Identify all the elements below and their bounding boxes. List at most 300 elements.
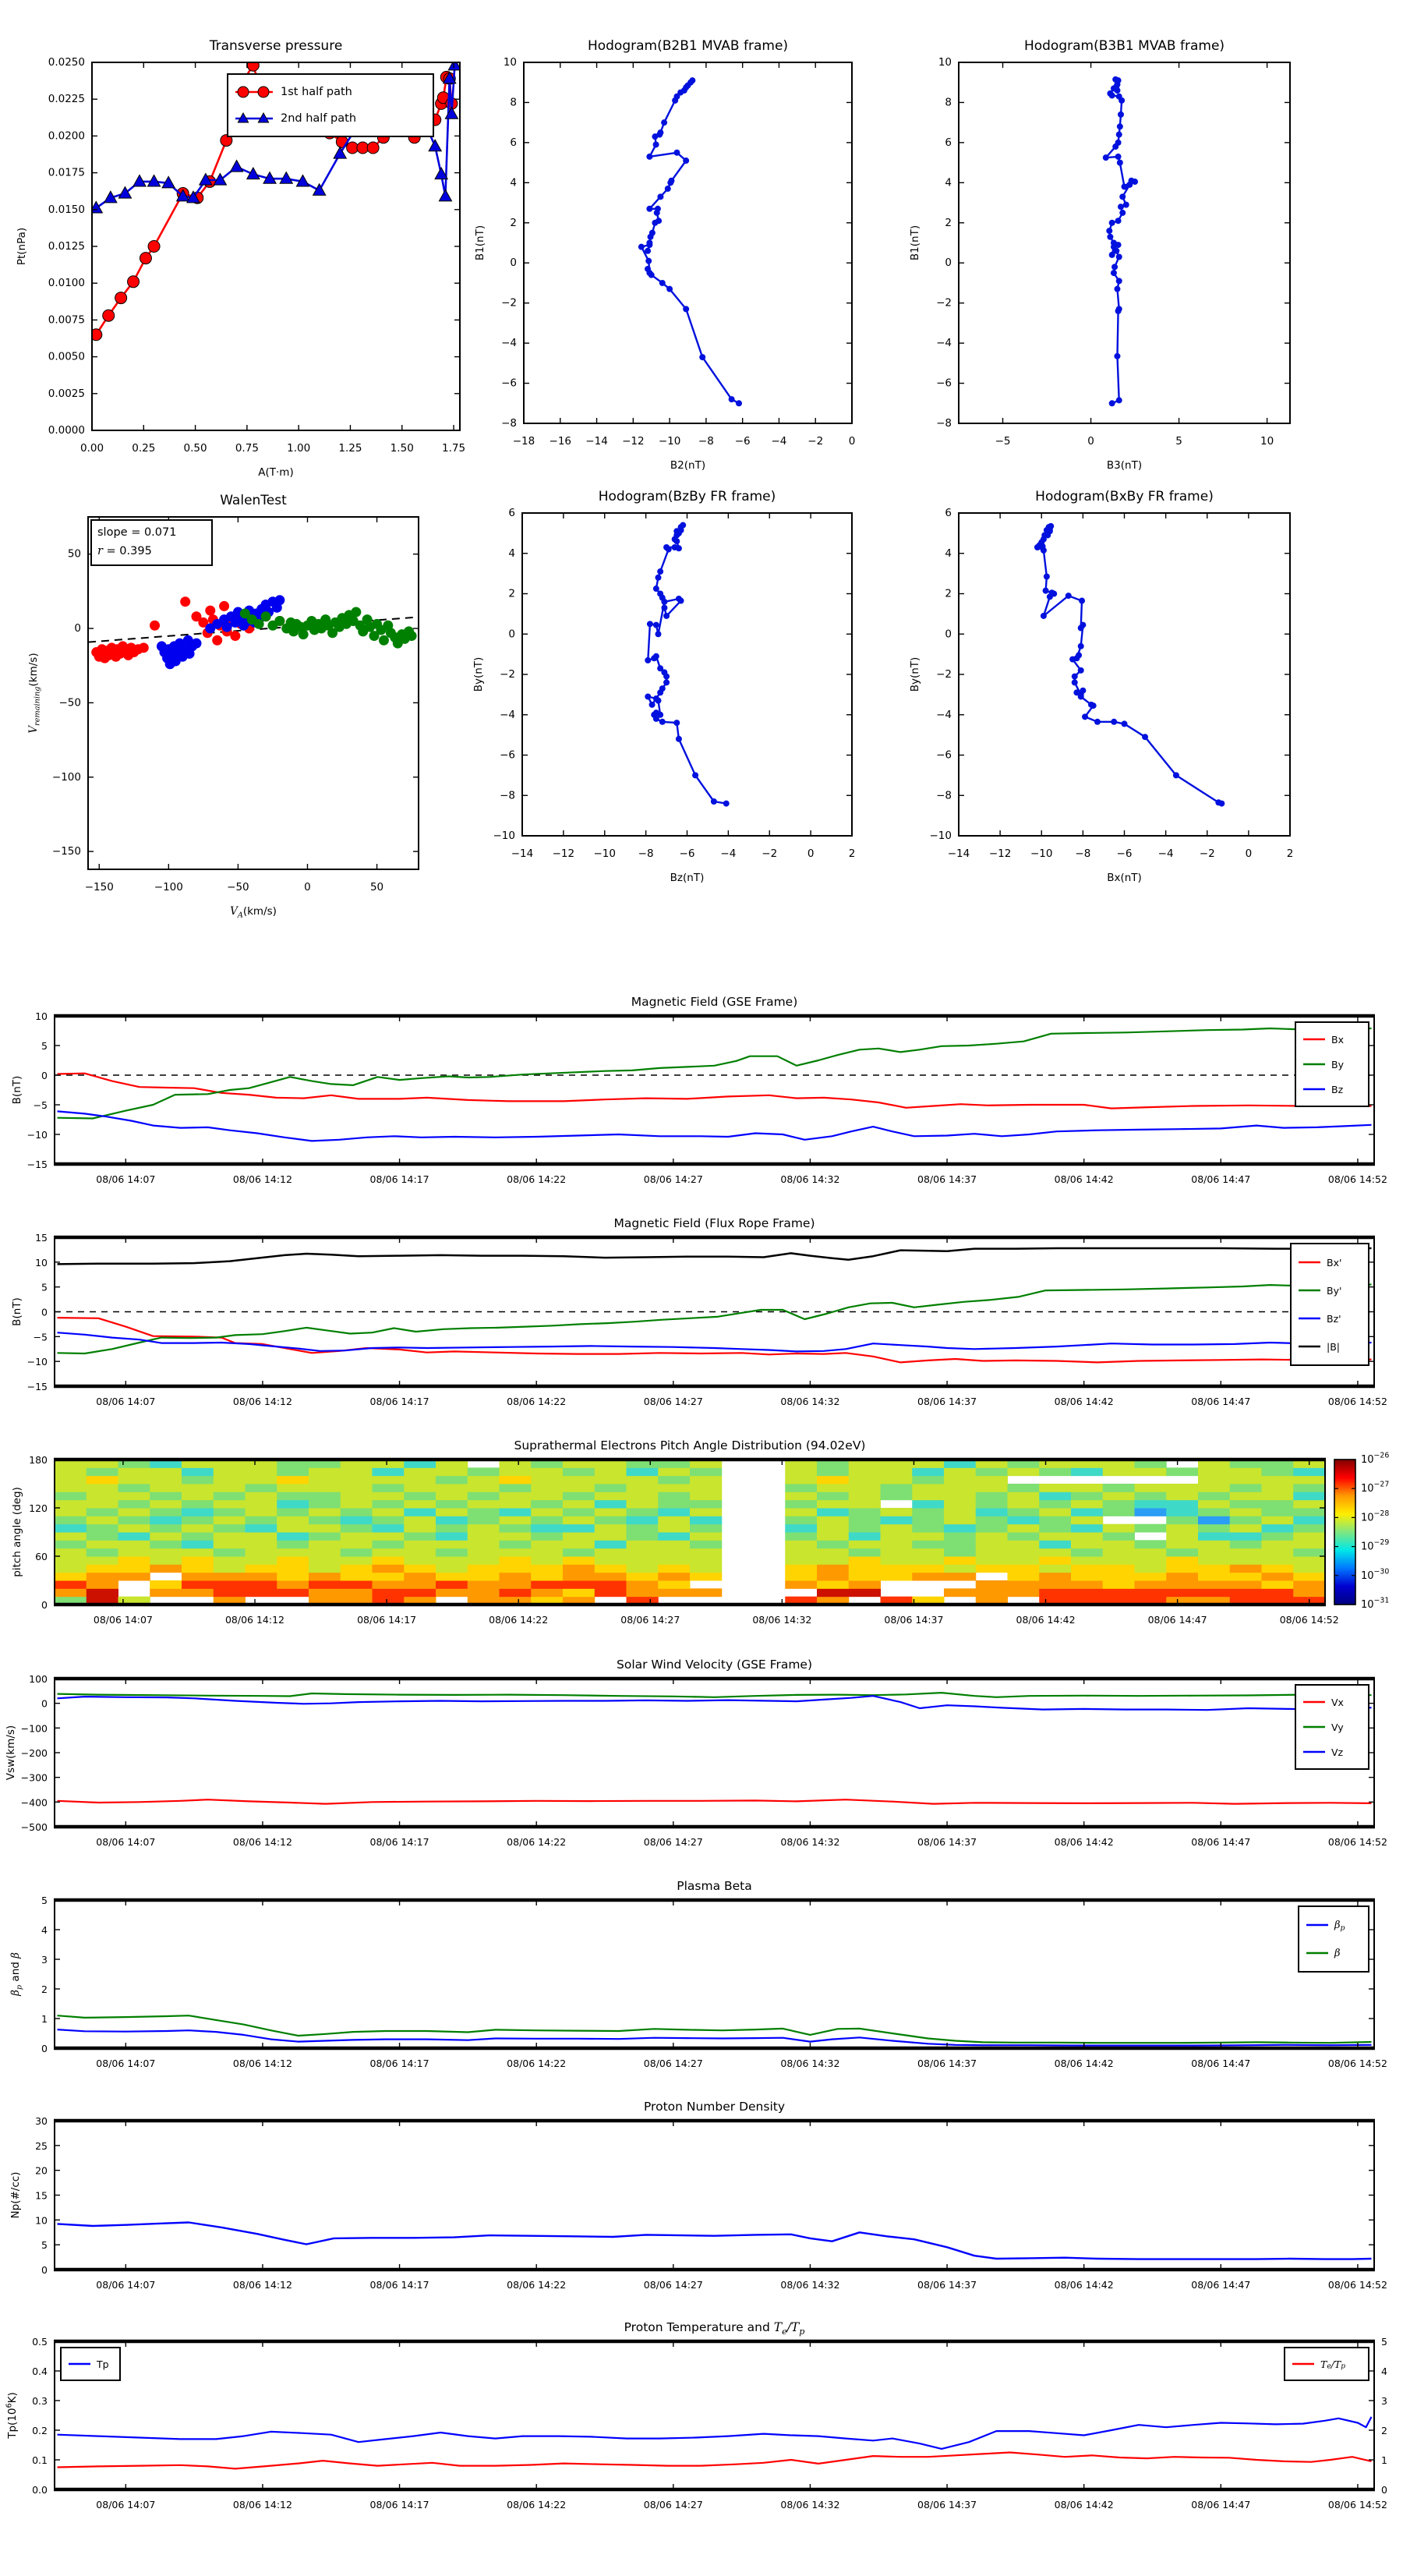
y-tick-label: −8 xyxy=(936,789,952,802)
y-tick-label: −2 xyxy=(936,296,952,310)
y-tick-label: 0.0200 xyxy=(48,129,85,143)
series-Vx xyxy=(58,1799,1372,1803)
x-tick-label: 08/06 14:07 xyxy=(96,1173,156,1185)
x-tick-label: 08/06 14:27 xyxy=(643,1173,703,1185)
y-tick-label: −500 xyxy=(20,1821,48,1833)
x-tick-label: 0.50 xyxy=(183,442,207,455)
legend xyxy=(228,74,433,136)
series-mid xyxy=(240,607,417,649)
y-axis-label: By(nT) xyxy=(472,656,485,692)
y-tick-label: 0.0250 xyxy=(48,56,85,69)
plot-area xyxy=(1034,523,1225,807)
x-tick-label: 08/06 14:32 xyxy=(780,1836,840,1848)
x-tick-label: 0.25 xyxy=(132,442,156,455)
y-tick-label: −4 xyxy=(936,708,952,721)
y-tick-label: 0 xyxy=(41,2042,48,2054)
series-Vy xyxy=(58,1693,1372,1697)
plot-area xyxy=(58,2015,1372,2045)
x-tick-label: 08/06 14:17 xyxy=(369,1396,429,1407)
x-tick-label: −12 xyxy=(622,435,645,448)
legend-label: $\beta_p$ xyxy=(1334,1919,1345,1932)
plot-area xyxy=(58,2417,1372,2469)
y-tick-label: 4 xyxy=(41,1923,48,1936)
y-tick-label: −15 xyxy=(27,1380,48,1392)
x-tick-label: 08/06 14:27 xyxy=(643,2058,703,2069)
x-tick-label: 08/06 14:07 xyxy=(93,1614,153,1626)
plot-area xyxy=(58,2223,1372,2259)
y-tick-label: 120 xyxy=(29,1502,48,1514)
y-tick-label: 0.0075 xyxy=(48,313,85,327)
legend xyxy=(1285,2348,1369,2380)
y-tick-label: 50 xyxy=(67,547,81,561)
x-tick-label: 0 xyxy=(1245,847,1253,860)
panel-hodogram-b2b1 xyxy=(474,38,855,472)
right-tick-label: 0 xyxy=(1381,2483,1387,2496)
y-tick-label: −2 xyxy=(500,668,515,681)
series-By xyxy=(58,1028,1372,1119)
y-axis-label: By(nT) xyxy=(909,656,921,692)
y-tick-label: 2 xyxy=(508,587,515,600)
x-tick-label: 08/06 14:37 xyxy=(917,1396,977,1407)
colorbar-tick-label: $10^{-28}$ xyxy=(1361,1509,1390,1523)
legend-label: Bz' xyxy=(1327,1312,1341,1325)
right-tick-label: 4 xyxy=(1381,2365,1387,2377)
panel-vsw xyxy=(5,1658,1387,1848)
panel-title: Proton Temperature and $T_e/T_p$ xyxy=(624,2320,805,2337)
y-tick-label: 0 xyxy=(945,628,952,641)
y-tick-label: −300 xyxy=(20,1771,48,1784)
y-axis-label: $Tp(10^6K)$ xyxy=(5,2392,19,2439)
x-tick-label: 10 xyxy=(1260,435,1274,448)
x-tick-label: 08/06 14:47 xyxy=(1191,1173,1251,1185)
x-tick-label: 08/06 14:47 xyxy=(1191,2499,1251,2511)
legend-label: Tp xyxy=(97,2358,109,2370)
y-tick-label: 0 xyxy=(508,628,515,641)
x-tick-label: 08/06 14:52 xyxy=(1327,2279,1387,2291)
series-Bx' xyxy=(58,1318,1372,1362)
panel-hodogram-bzby xyxy=(472,489,855,884)
x-tick-label: 08/06 14:32 xyxy=(780,1173,840,1185)
right-tick-label: 2 xyxy=(1381,2424,1387,2436)
y-tick-label: 6 xyxy=(945,136,952,149)
x-tick-label: 08/06 14:12 xyxy=(232,1173,292,1185)
y-tick-label: 0 xyxy=(74,622,81,635)
y-tick-label: −6 xyxy=(936,377,952,390)
y-tick-label: 4 xyxy=(945,176,952,189)
colorbar-tick-label: $10^{-31}$ xyxy=(1361,1596,1390,1611)
y-tick-label: −150 xyxy=(51,845,81,858)
x-tick-label: 08/06 14:22 xyxy=(507,2058,567,2069)
legend-label: Bx' xyxy=(1327,1256,1342,1269)
x-tick-label: 1.25 xyxy=(338,442,362,455)
y-tick-label: −10 xyxy=(929,830,952,842)
plot-area xyxy=(55,1460,1326,1605)
y-tick-label: 0.0 xyxy=(32,2483,48,2496)
y-tick-label: 8 xyxy=(510,96,517,109)
series-Te/Tp xyxy=(58,2453,1372,2469)
x-tick-label: −18 xyxy=(512,435,535,448)
x-tick-label: −8 xyxy=(698,435,714,448)
legend-label: β xyxy=(1334,1947,1341,1959)
x-tick-label: −12 xyxy=(988,847,1012,860)
colorbar xyxy=(1334,1451,1389,1610)
y-tick-label: 0 xyxy=(41,1069,48,1081)
y-axis-label: $\beta_p$ and β xyxy=(9,1952,24,1996)
y-tick-label: −100 xyxy=(51,770,81,784)
x-tick-label: 1.75 xyxy=(442,442,466,455)
y-tick-label: −5 xyxy=(33,1330,48,1343)
y-tick-label: 0.2 xyxy=(32,2424,48,2436)
x-tick-label: 08/06 14:52 xyxy=(1327,1396,1387,1407)
x-tick-label: 08/06 14:17 xyxy=(369,2279,429,2291)
panel-title: Magnetic Field (GSE Frame) xyxy=(631,995,798,1009)
y-tick-label: 8 xyxy=(945,96,952,109)
y-tick-label: 5 xyxy=(41,1894,48,1906)
x-tick-label: 08/06 14:37 xyxy=(917,1173,977,1185)
x-tick-label: −16 xyxy=(549,435,572,448)
plot-area xyxy=(638,77,742,406)
x-tick-label: 08/06 14:07 xyxy=(96,2279,156,2291)
y-tick-label: −6 xyxy=(936,748,952,762)
x-tick-label: 08/06 14:42 xyxy=(1016,1614,1076,1626)
y-tick-label: −6 xyxy=(500,748,515,762)
x-tick-label: −150 xyxy=(84,881,114,893)
x-tick-label: 2 xyxy=(848,847,856,860)
y-tick-label: 0 xyxy=(41,1697,48,1710)
x-tick-label: 08/06 14:27 xyxy=(643,1396,703,1407)
right-tick-label: 5 xyxy=(1381,2335,1387,2348)
legend xyxy=(61,2348,120,2380)
y-tick-label: 1 xyxy=(41,2012,48,2025)
x-tick-label: 08/06 14:47 xyxy=(1191,1836,1251,1848)
panel-pitch-angle xyxy=(11,1438,1389,1626)
y-tick-label: −4 xyxy=(936,337,952,350)
legend-label: Bz xyxy=(1331,1083,1344,1095)
y-tick-label: 6 xyxy=(508,507,515,519)
x-tick-label: 08/06 14:22 xyxy=(507,2499,567,2511)
y-tick-label: −400 xyxy=(20,1796,48,1808)
y-tick-label: 6 xyxy=(945,507,952,519)
y-tick-label: −15 xyxy=(27,1158,48,1170)
panel-title: WalenTest xyxy=(220,493,287,508)
x-tick-label: 08/06 14:32 xyxy=(780,1396,840,1407)
panel-title: Hodogram(B2B1 MVAB frame) xyxy=(587,38,789,54)
x-tick-label: −10 xyxy=(593,847,616,860)
x-tick-label: 08/06 14:32 xyxy=(780,2499,840,2511)
x-tick-label: 08/06 14:22 xyxy=(507,1173,567,1185)
x-tick-label: −2 xyxy=(1199,847,1215,860)
x-tick-label: −5 xyxy=(995,435,1011,448)
x-tick-label: 08/06 14:17 xyxy=(369,1173,429,1185)
x-tick-label: 0 xyxy=(807,847,815,860)
x-tick-label: 0 xyxy=(304,881,311,893)
x-tick-label: 08/06 14:17 xyxy=(369,2499,429,2511)
legend-label: 2nd half path xyxy=(281,112,357,125)
legend-label: |B| xyxy=(1327,1340,1340,1353)
plot-area xyxy=(88,595,419,669)
y-tick-label: 0.3 xyxy=(32,2394,48,2407)
x-tick-label: 08/06 14:42 xyxy=(1054,1173,1114,1185)
x-tick-label: 08/06 14:22 xyxy=(507,1396,567,1407)
x-tick-label: −4 xyxy=(720,847,737,860)
y-tick-label: 0.0000 xyxy=(48,424,85,437)
panel-mag-fr xyxy=(11,1216,1387,1407)
panel-walen-test xyxy=(27,493,419,920)
panel-title: Plasma Beta xyxy=(677,1879,752,1893)
panel-tp xyxy=(5,2320,1403,2511)
x-tick-label: 08/06 14:22 xyxy=(489,1614,549,1626)
legend-label: Vx xyxy=(1331,1696,1344,1708)
y-tick-label: −10 xyxy=(27,1128,48,1141)
x-tick-label: 08/06 14:42 xyxy=(1054,1836,1114,1848)
y-tick-label: 0.0100 xyxy=(48,277,85,290)
x-tick-label: 08/06 14:17 xyxy=(357,1614,417,1626)
y-axis-label: B(nT) xyxy=(11,1075,23,1105)
y-tick-label: 2 xyxy=(510,216,517,229)
series-Tp xyxy=(58,2417,1372,2449)
panel-beta xyxy=(9,1879,1387,2069)
x-tick-label: 08/06 14:17 xyxy=(369,1836,429,1848)
panel-mag-gse xyxy=(11,995,1387,1185)
y-tick-label: 4 xyxy=(945,547,952,560)
y-axis-label: Vsw(km/s) xyxy=(5,1725,17,1781)
y-axis-label: B1(nT) xyxy=(909,225,921,261)
series-hodogram xyxy=(638,77,742,406)
y-tick-label: 10 xyxy=(35,2213,48,2226)
x-tick-label: 08/06 14:27 xyxy=(643,2499,703,2511)
y-tick-label: −4 xyxy=(501,337,517,350)
x-tick-label: 1.00 xyxy=(287,442,311,455)
x-tick-label: 50 xyxy=(369,881,384,893)
y-tick-label: 4 xyxy=(508,547,515,560)
x-tick-label: 08/06 14:42 xyxy=(1054,2499,1114,2511)
x-tick-label: −2 xyxy=(762,847,778,860)
y-tick-label: 5 xyxy=(41,1039,48,1052)
x-tick-label: −6 xyxy=(679,847,695,860)
x-tick-label: −2 xyxy=(808,435,824,448)
legend xyxy=(1299,1906,1369,1972)
x-tick-label: −14 xyxy=(585,435,608,448)
colorbar-tick-label: $10^{-29}$ xyxy=(1361,1537,1390,1553)
y-tick-label: −5 xyxy=(33,1099,48,1111)
plot-area xyxy=(58,1693,1372,1804)
y-tick-label: 0.0050 xyxy=(48,350,85,363)
y-tick-label: 25 xyxy=(35,2139,48,2152)
x-tick-label: −12 xyxy=(552,847,575,860)
y-tick-label: 2 xyxy=(945,216,952,229)
x-tick-label: 08/06 14:12 xyxy=(232,1836,292,1848)
colorbar-tick-label: $10^{-30}$ xyxy=(1361,1566,1390,1582)
y-axis-label: Pt(nPa) xyxy=(16,227,28,266)
x-tick-label: 08/06 14:52 xyxy=(1327,1173,1387,1185)
y-axis-label: Np(#/cc) xyxy=(9,2171,22,2219)
plot-area xyxy=(1103,76,1138,406)
y-tick-label: 0.0150 xyxy=(48,203,85,216)
y-tick-label: −200 xyxy=(20,1746,48,1759)
x-tick-label: 08/06 14:22 xyxy=(507,2279,567,2291)
y-tick-label: 4 xyxy=(510,176,517,189)
plot-area xyxy=(55,1248,1374,1362)
series-Bx xyxy=(58,1074,1372,1109)
x-tick-label: 08/06 14:42 xyxy=(1054,1396,1114,1407)
x-tick-label: 08/06 14:07 xyxy=(96,2499,156,2511)
x-axis-label: $V_A(km/s)$ xyxy=(230,905,277,920)
x-tick-label: 08/06 14:12 xyxy=(232,1396,292,1407)
y-tick-label: 180 xyxy=(29,1453,48,1466)
x-tick-label: −4 xyxy=(771,435,787,448)
y-tick-label: 3 xyxy=(41,1953,48,1966)
y-tick-label: −2 xyxy=(936,668,952,681)
x-tick-label: −6 xyxy=(1116,847,1133,860)
y-tick-label: 0 xyxy=(41,2263,48,2276)
x-tick-label: 08/06 14:27 xyxy=(643,1836,703,1848)
legend-label: Vz xyxy=(1331,1746,1344,1758)
y-tick-label: −8 xyxy=(501,417,517,430)
x-tick-label: 08/06 14:12 xyxy=(232,2279,292,2291)
annotation-line: slope = 0.071 xyxy=(97,526,177,539)
x-tick-label: 08/06 14:22 xyxy=(507,1836,567,1848)
y-tick-label: 10 xyxy=(35,1010,48,1022)
y-axis-label: pitch angle (deg) xyxy=(11,1487,23,1577)
x-tick-label: 08/06 14:12 xyxy=(232,2499,292,2511)
panel-title: Suprathermal Electrons Pitch Angle Distribution (94.02eV) xyxy=(514,1438,866,1453)
panel-transverse-pressure xyxy=(16,38,465,479)
y-tick-label: −8 xyxy=(500,789,515,802)
y-tick-label: 10 xyxy=(35,1256,48,1269)
x-tick-label: 08/06 14:17 xyxy=(369,2058,429,2069)
x-tick-label: 08/06 14:37 xyxy=(917,2499,977,2511)
x-tick-label: 08/06 14:37 xyxy=(917,2058,977,2069)
y-tick-label: 60 xyxy=(35,1550,48,1562)
x-tick-label: 08/06 14:07 xyxy=(96,1396,156,1407)
x-tick-label: 08/06 14:32 xyxy=(752,1614,812,1626)
panel-title: Magnetic Field (Flux Rope Frame) xyxy=(613,1216,815,1230)
x-tick-label: 08/06 14:07 xyxy=(96,2058,156,2069)
y-axis-label: $V_{remaining}(km/s)$ xyxy=(27,653,42,734)
series-Bz' xyxy=(58,1332,1372,1351)
x-tick-label: 08/06 14:42 xyxy=(1054,2058,1114,2069)
series-Bz xyxy=(58,1111,1372,1141)
x-tick-label: 08/06 14:27 xyxy=(620,1614,680,1626)
y-tick-label: 0 xyxy=(945,257,952,270)
x-tick-label: 08/06 14:07 xyxy=(96,1836,156,1848)
x-tick-label: −50 xyxy=(227,881,249,893)
y-tick-label: 0.1 xyxy=(32,2454,48,2466)
x-tick-label: 08/06 14:32 xyxy=(780,2279,840,2291)
x-axis-label: B2(nT) xyxy=(670,459,706,472)
y-tick-label: −6 xyxy=(501,377,517,390)
y-tick-label: 100 xyxy=(29,1672,48,1685)
panel-title: Transverse pressure xyxy=(209,38,343,54)
series-hodogram xyxy=(1034,523,1225,807)
x-tick-label: 08/06 14:42 xyxy=(1054,2279,1114,2291)
x-tick-label: 08/06 14:52 xyxy=(1327,2058,1387,2069)
x-tick-label: 08/06 14:52 xyxy=(1279,1614,1339,1626)
y-tick-label: 0.5 xyxy=(32,2335,48,2348)
legend-label: By' xyxy=(1327,1284,1342,1297)
y-tick-label: −10 xyxy=(27,1355,48,1368)
x-tick-label: 1.50 xyxy=(390,442,414,455)
legend xyxy=(1291,1244,1369,1365)
x-tick-label: 0.75 xyxy=(235,442,259,455)
right-tick-label: 3 xyxy=(1381,2394,1387,2407)
y-tick-label: 0 xyxy=(41,1598,48,1611)
y-tick-label: 20 xyxy=(35,2164,48,2177)
y-tick-label: 0.4 xyxy=(32,2365,48,2377)
panel-hodogram-b3b1 xyxy=(909,38,1290,472)
legend-label: By xyxy=(1331,1058,1344,1070)
y-tick-label: 2 xyxy=(945,587,952,600)
panel-hodogram-bxby xyxy=(909,489,1293,884)
legend-label: Bx xyxy=(1331,1033,1344,1046)
x-tick-label: 08/06 14:37 xyxy=(884,1614,944,1626)
y-tick-label: −10 xyxy=(493,830,515,842)
y-tick-label: 5 xyxy=(41,1281,48,1293)
x-tick-label: 08/06 14:47 xyxy=(1147,1614,1207,1626)
x-tick-label: 08/06 14:37 xyxy=(917,1836,977,1848)
annotation-line: r = 0.395 xyxy=(97,545,152,557)
y-axis-label: B(nT) xyxy=(11,1297,23,1326)
plot-area xyxy=(645,522,729,807)
panel-title: Hodogram(BxBy FR frame) xyxy=(1035,489,1214,504)
x-tick-label: 0 xyxy=(1087,435,1094,448)
x-axis-label: B3(nT) xyxy=(1106,459,1143,472)
x-axis-label: A(T·m) xyxy=(258,466,294,479)
y-tick-label: 15 xyxy=(35,2189,48,2201)
x-tick-label: −10 xyxy=(658,435,681,448)
x-tick-label: 08/06 14:12 xyxy=(224,1614,285,1626)
x-tick-label: −14 xyxy=(947,847,970,860)
colorbar-tick-label: $10^{-26}$ xyxy=(1361,1451,1390,1466)
x-tick-label: 08/06 14:32 xyxy=(780,2058,840,2069)
x-tick-label: −4 xyxy=(1157,847,1174,860)
panel-title: Solar Wind Velocity (GSE Frame) xyxy=(617,1658,812,1672)
y-tick-label: 0.0125 xyxy=(48,240,85,253)
y-tick-label: 0.0225 xyxy=(48,93,85,106)
panel-title: Hodogram(B3B1 MVAB frame) xyxy=(1023,38,1225,54)
series-hodogram xyxy=(645,522,729,807)
y-tick-label: 0 xyxy=(41,1306,48,1318)
y-tick-label: 10 xyxy=(938,56,952,69)
x-tick-label: −8 xyxy=(638,847,654,860)
x-tick-label: 0 xyxy=(848,435,856,448)
y-tick-label: −50 xyxy=(58,696,81,709)
x-axis-label: Bz(nT) xyxy=(670,872,705,884)
x-tick-label: 08/06 14:12 xyxy=(232,2058,292,2069)
x-tick-label: 2 xyxy=(1286,847,1294,860)
series-Np xyxy=(58,2223,1372,2259)
plot-area xyxy=(55,1028,1374,1141)
legend-label: Vy xyxy=(1331,1721,1344,1733)
panel-np xyxy=(9,2100,1387,2291)
legend xyxy=(1295,1685,1369,1769)
x-axis-label: Bx(nT) xyxy=(1107,872,1142,884)
x-tick-label: 08/06 14:52 xyxy=(1327,1836,1387,1848)
legend-label: 1st half path xyxy=(281,86,352,98)
series-|B| xyxy=(58,1248,1372,1264)
y-tick-label: 0 xyxy=(510,257,517,270)
x-tick-label: 0.00 xyxy=(80,442,104,455)
y-tick-label: 30 xyxy=(35,2114,48,2127)
x-tick-label: −6 xyxy=(734,435,751,448)
series-hodogram xyxy=(1103,76,1138,406)
y-axis-label: B1(nT) xyxy=(474,225,486,261)
y-tick-label: 0.0025 xyxy=(48,387,85,400)
annotation-box xyxy=(91,520,212,565)
y-tick-label: −8 xyxy=(936,417,952,430)
y-tick-label: 15 xyxy=(35,1231,48,1244)
y-tick-label: 2 xyxy=(41,1983,48,1995)
